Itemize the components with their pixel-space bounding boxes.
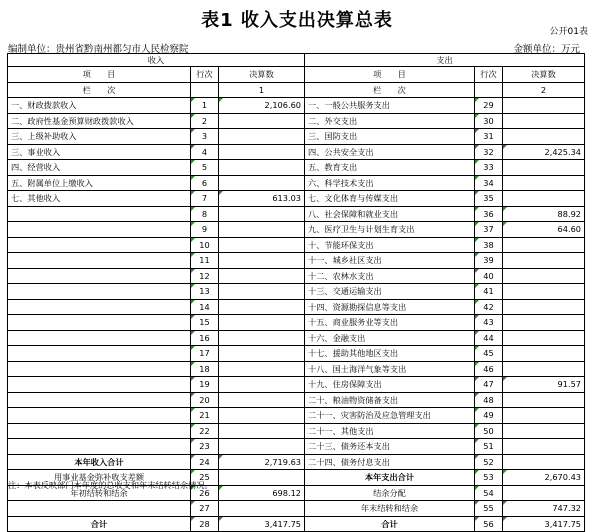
expense-item-cell: 十七、援助其他地区支出 — [305, 346, 475, 362]
table-row — [8, 315, 585, 331]
income-line-cell: 18 — [191, 361, 219, 377]
expense-amount-cell — [503, 268, 585, 284]
expense-item-cell: 二十一、灾害防治及应急管理支出 — [305, 408, 475, 424]
expense-section-header: 支出 — [305, 54, 585, 67]
expense-line-cell: 49 — [475, 408, 503, 424]
table-row — [8, 516, 585, 532]
table-row — [8, 253, 585, 269]
expense-line-cell: 48 — [475, 392, 503, 408]
income-line-cell: 28 — [191, 516, 219, 532]
income-item-cell: 五、附属单位上缴收入 — [8, 175, 191, 191]
expense-line-cell: 43 — [475, 315, 503, 331]
table-row — [8, 377, 585, 393]
expense-line-cell: 47 — [475, 377, 503, 393]
section-header-row — [8, 54, 585, 67]
income-item-cell — [8, 423, 191, 439]
expense-line-cell: 39 — [475, 253, 503, 269]
income-line-cell: 12 — [191, 268, 219, 284]
expense-line-cell: 30 — [475, 113, 503, 129]
income-line-cell: 19 — [191, 377, 219, 393]
expense-amount-cell — [503, 253, 585, 269]
income-amount-cell — [219, 253, 305, 269]
income-line-cell: 3 — [191, 129, 219, 145]
income-item-cell: 四、经营收入 — [8, 160, 191, 176]
expense-item-cell: 二十三、债务还本支出 — [305, 439, 475, 455]
income-amount-cell — [219, 377, 305, 393]
income-amount-cell — [219, 160, 305, 176]
expense-item-cell: 年末结转和结余 — [305, 501, 475, 517]
income-item-cell: 二、政府性基金预算财政拨款收入 — [8, 113, 191, 129]
income-amount-cell — [219, 206, 305, 222]
income-amount-cell: 3,417.75 — [219, 516, 305, 532]
income-line-cell: 26 — [191, 485, 219, 501]
income-line-cell: 24 — [191, 454, 219, 470]
income-line-cell: 15 — [191, 315, 219, 331]
table-row — [8, 206, 585, 222]
expense-item-cell: 结余分配 — [305, 485, 475, 501]
income-amount-cell — [219, 361, 305, 377]
expense-col-label: 栏 次 — [305, 82, 475, 98]
expense-amount-cell — [503, 129, 585, 145]
income-line-cell: 1 — [191, 98, 219, 114]
table-row — [8, 268, 585, 284]
expense-item-header: 项 目 — [305, 67, 475, 83]
table-row — [8, 439, 585, 455]
column-index-row — [8, 82, 585, 98]
income-line-cell: 17 — [191, 346, 219, 362]
income-item-cell — [8, 315, 191, 331]
income-item-cell: 七、其他收入 — [8, 191, 191, 207]
expense-amount-cell: 88.92 — [503, 206, 585, 222]
expense-line-cell: 44 — [475, 330, 503, 346]
expense-line-cell: 29 — [475, 98, 503, 114]
expense-item-cell: 四、公共安全支出 — [305, 144, 475, 160]
expense-line-cell: 31 — [475, 129, 503, 145]
income-line-header: 行次 — [191, 67, 219, 83]
expense-amount-cell — [503, 361, 585, 377]
form-code: 公开01表 — [549, 27, 588, 37]
income-line-cell: 27 — [191, 501, 219, 517]
expense-item-cell: 十三、交通运输支出 — [305, 284, 475, 300]
income-item-cell — [8, 284, 191, 300]
expense-item-cell: 十八、国土海洋气象等支出 — [305, 361, 475, 377]
table-row — [8, 160, 585, 176]
income-amount-cell — [219, 129, 305, 145]
income-item-cell — [8, 222, 191, 238]
expense-line-cell: 41 — [475, 284, 503, 300]
table-row — [8, 330, 585, 346]
expense-amount-cell — [503, 330, 585, 346]
income-item-cell — [8, 361, 191, 377]
table-row — [8, 129, 585, 145]
expense-line-cell: 50 — [475, 423, 503, 439]
expense-line-cell: 54 — [475, 485, 503, 501]
expense-item-cell: 五、教育支出 — [305, 160, 475, 176]
expense-line-cell: 53 — [475, 470, 503, 486]
table-row — [8, 284, 585, 300]
income-line-cell: 23 — [191, 439, 219, 455]
income-section-header: 收入 — [8, 54, 305, 67]
expense-line-header: 行次 — [475, 67, 503, 83]
table-note: 注：本表反映部门本年度的总收支和年末结转结余情况。 — [8, 480, 213, 490]
income-item-cell — [8, 346, 191, 362]
income-item-cell — [8, 439, 191, 455]
expense-line-cell: 56 — [475, 516, 503, 532]
income-item-cell — [8, 206, 191, 222]
expense-item-cell: 三、国防支出 — [305, 129, 475, 145]
income-col-label: 栏 次 — [8, 82, 191, 98]
table-row — [8, 191, 585, 207]
expense-line-cell: 34 — [475, 175, 503, 191]
table-row — [8, 299, 585, 315]
income-amount-cell — [219, 315, 305, 331]
expense-col-number: 2 — [503, 82, 585, 98]
income-line-cell: 20 — [191, 392, 219, 408]
expense-amount-cell: 64.60 — [503, 222, 585, 238]
table-row — [8, 423, 585, 439]
income-amount-cell: 2,106.60 — [219, 98, 305, 114]
reporting-unit: 编制单位：贵州省黔南州都匀市人民检察院 — [8, 44, 189, 55]
income-item-cell: 一、财政拨款收入 — [8, 98, 191, 114]
income-line-cell: 7 — [191, 191, 219, 207]
income-line-cell: 8 — [191, 206, 219, 222]
income-amount-cell — [219, 113, 305, 129]
income-item-cell — [8, 392, 191, 408]
table-row — [8, 144, 585, 160]
expense-item-cell: 合计 — [305, 516, 475, 532]
expense-line-cell: 38 — [475, 237, 503, 253]
income-line-cell: 5 — [191, 160, 219, 176]
expense-item-cell: 十一、城乡社区支出 — [305, 253, 475, 269]
income-amount-cell: 2,719.63 — [219, 454, 305, 470]
expense-line-cell: 52 — [475, 454, 503, 470]
income-item-cell: 年初结转和结余 — [8, 485, 191, 501]
income-amount-cell — [219, 299, 305, 315]
income-amount-cell — [219, 346, 305, 362]
income-col-line-blank — [191, 82, 219, 98]
expense-amount-cell: 3,417.75 — [503, 516, 585, 532]
expense-item-cell: 二十四、债务付息支出 — [305, 454, 475, 470]
income-item-cell — [8, 330, 191, 346]
expense-amount-cell — [503, 346, 585, 362]
expense-line-cell: 35 — [475, 191, 503, 207]
expense-line-cell: 33 — [475, 160, 503, 176]
expense-amount-header: 决算数 — [503, 67, 585, 83]
expense-amount-cell — [503, 454, 585, 470]
income-amount-cell — [219, 144, 305, 160]
expense-line-cell: 32 — [475, 144, 503, 160]
income-item-cell — [8, 253, 191, 269]
expense-line-cell: 55 — [475, 501, 503, 517]
expense-amount-cell — [503, 299, 585, 315]
income-line-cell: 11 — [191, 253, 219, 269]
income-amount-cell: 698.12 — [219, 485, 305, 501]
expense-item-cell: 十六、金融支出 — [305, 330, 475, 346]
expense-amount-cell — [503, 408, 585, 424]
table-title: 表1 收入支出决算总表 — [201, 10, 393, 31]
expense-amount-cell — [503, 160, 585, 176]
expense-line-cell: 45 — [475, 346, 503, 362]
expense-item-cell: 十、节能环保支出 — [305, 237, 475, 253]
income-line-cell: 6 — [191, 175, 219, 191]
expense-line-cell: 40 — [475, 268, 503, 284]
income-item-cell — [8, 268, 191, 284]
expense-item-cell: 本年支出合计 — [305, 470, 475, 486]
expense-amount-cell — [503, 237, 585, 253]
income-item-header: 项 目 — [8, 67, 191, 83]
income-amount-header: 决算数 — [219, 67, 305, 83]
table-row — [8, 361, 585, 377]
expense-amount-cell — [503, 392, 585, 408]
table-row — [8, 237, 585, 253]
income-line-cell: 9 — [191, 222, 219, 238]
table-row — [8, 113, 585, 129]
expense-line-cell: 42 — [475, 299, 503, 315]
income-amount-cell — [219, 439, 305, 455]
income-item-cell — [8, 299, 191, 315]
table-row — [8, 346, 585, 362]
table-row — [8, 408, 585, 424]
expense-item-cell: 二、外交支出 — [305, 113, 475, 129]
income-line-cell: 16 — [191, 330, 219, 346]
income-amount-cell — [219, 470, 305, 486]
table-row — [8, 175, 585, 191]
amount-unit: 金额单位：万元 — [513, 44, 580, 55]
income-amount-cell — [219, 175, 305, 191]
expense-line-cell: 51 — [475, 439, 503, 455]
income-amount-cell — [219, 392, 305, 408]
expense-amount-cell — [503, 315, 585, 331]
table-row — [8, 98, 585, 114]
expense-item-cell: 七、文化体育与传媒支出 — [305, 191, 475, 207]
expense-item-cell: 二十一、其他支出 — [305, 423, 475, 439]
expense-amount-cell — [503, 98, 585, 114]
expense-item-cell: 十五、商业服务业等支出 — [305, 315, 475, 331]
table-row — [8, 501, 585, 517]
income-item-cell: 用事业基金弥补收支差额 — [8, 470, 191, 486]
income-line-cell: 4 — [191, 144, 219, 160]
income-col-number: 1 — [219, 82, 305, 98]
income-amount-cell — [219, 501, 305, 517]
expense-amount-cell — [503, 423, 585, 439]
expense-amount-cell: 2,670.43 — [503, 470, 585, 486]
income-amount-cell — [219, 284, 305, 300]
income-expense-table — [7, 53, 585, 532]
income-amount-cell — [219, 330, 305, 346]
expense-amount-cell — [503, 175, 585, 191]
table-row — [8, 454, 585, 470]
income-line-cell: 21 — [191, 408, 219, 424]
income-line-cell: 2 — [191, 113, 219, 129]
expense-col-line-blank — [475, 82, 503, 98]
income-item-cell — [8, 237, 191, 253]
expense-item-cell: 十四、资源勘探信息等支出 — [305, 299, 475, 315]
income-item-cell — [8, 377, 191, 393]
income-item-cell: 三、事业收入 — [8, 144, 191, 160]
expense-item-cell: 十九、住房保障支出 — [305, 377, 475, 393]
income-line-cell: 13 — [191, 284, 219, 300]
expense-amount-cell — [503, 485, 585, 501]
expense-amount-cell — [503, 284, 585, 300]
expense-amount-cell — [503, 439, 585, 455]
income-item-cell: 三、上级补助收入 — [8, 129, 191, 145]
income-item-cell: 合计 — [8, 516, 191, 532]
expense-item-cell: 十二、农林水支出 — [305, 268, 475, 284]
expense-item-cell: 二十、粮油物资储备支出 — [305, 392, 475, 408]
income-line-cell: 14 — [191, 299, 219, 315]
income-item-cell — [8, 408, 191, 424]
income-amount-cell — [219, 423, 305, 439]
income-line-cell: 10 — [191, 237, 219, 253]
income-line-cell: 22 — [191, 423, 219, 439]
table-row — [8, 222, 585, 238]
table-row — [8, 392, 585, 408]
expense-amount-cell: 747.32 — [503, 501, 585, 517]
income-item-cell — [8, 501, 191, 517]
expense-amount-cell: 91.57 — [503, 377, 585, 393]
income-amount-cell — [219, 222, 305, 238]
expense-item-cell: 六、科学技术支出 — [305, 175, 475, 191]
income-amount-cell — [219, 237, 305, 253]
income-line-cell: 25 — [191, 470, 219, 486]
expense-amount-cell: 2,425.34 — [503, 144, 585, 160]
income-amount-cell — [219, 408, 305, 424]
expense-line-cell: 46 — [475, 361, 503, 377]
income-item-cell: 本年收入合计 — [8, 454, 191, 470]
expense-line-cell: 36 — [475, 206, 503, 222]
expense-line-cell: 37 — [475, 222, 503, 238]
expense-item-cell: 八、社会保障和就业支出 — [305, 206, 475, 222]
expense-item-cell: 一、一般公共服务支出 — [305, 98, 475, 114]
column-header-row — [8, 67, 585, 83]
expense-item-cell: 九、医疗卫生与计划生育支出 — [305, 222, 475, 238]
expense-amount-cell — [503, 113, 585, 129]
income-amount-cell — [219, 268, 305, 284]
income-amount-cell: 613.03 — [219, 191, 305, 207]
expense-amount-cell — [503, 191, 585, 207]
